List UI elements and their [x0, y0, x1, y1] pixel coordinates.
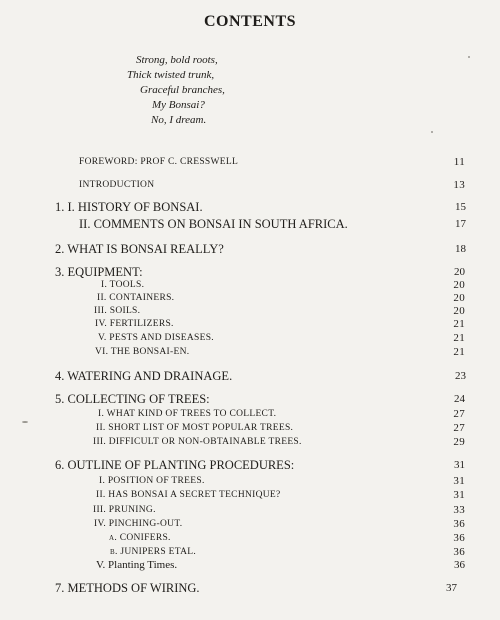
toc-page-number: 33 [453, 504, 465, 516]
toc-page-number: 15 [455, 201, 466, 213]
toc-entry-label: III. PRUNING. [93, 505, 156, 515]
toc-page-number: 31 [454, 459, 465, 471]
toc-page-number: 37 [446, 582, 457, 594]
toc-entry-label: I. TOOLS. [101, 280, 145, 290]
toc-entry [55, 241, 466, 257]
toc-entry-label: IV. PINCHING-OUT. [94, 519, 183, 529]
toc-entry-label: V. Planting Times. [96, 559, 178, 571]
toc-page-number: 21 [453, 318, 465, 330]
toc-entry [79, 154, 465, 170]
toc-entry-label: INTRODUCTION [79, 180, 155, 190]
toc-entry-label: I. POSITION OF TREES. [99, 476, 205, 486]
toc-page-number: 36 [454, 559, 465, 571]
toc-entry [79, 216, 466, 232]
poem-line: Graceful branches, [140, 84, 225, 96]
toc-entry-label: 1. I. HISTORY OF BONSAI. [55, 200, 203, 214]
toc-page-number: 20 [453, 279, 465, 291]
toc-entry-label: VI. THE BONSAI-EN. [95, 347, 190, 357]
paper-speck [431, 131, 433, 133]
toc-page-number: 36 [453, 518, 465, 530]
toc-page-number: 13 [453, 179, 465, 191]
toc-entry-label: III. SOILS. [94, 306, 141, 316]
toc-entry-label: III. DIFFICULT OR NON-OBTAINABLE TREES. [93, 437, 302, 447]
toc-page-number: 18 [455, 243, 466, 255]
toc-page-number: 36 [453, 532, 465, 544]
toc-entry [55, 199, 466, 215]
toc-page-number: 23 [455, 370, 466, 382]
toc-entry-label: 6. OUTLINE OF PLANTING PROCEDURES: [55, 458, 295, 472]
poem-line: No, I dream. [151, 114, 207, 126]
toc-page-number: 11 [453, 156, 465, 168]
toc-entry [79, 177, 465, 193]
toc-page-number: 27 [453, 422, 465, 434]
toc-page-number: 36 [453, 546, 465, 558]
toc-page-number: 24 [454, 393, 465, 405]
toc-entry [55, 580, 457, 596]
toc-entry-label: 5. COLLECTING OF TREES: [55, 392, 210, 406]
toc-entry [95, 344, 465, 360]
toc-page-number: 20 [454, 266, 465, 278]
toc-entry-label: IV. FERTILIZERS. [95, 319, 174, 329]
toc-page-number: 20 [453, 292, 465, 304]
toc-page-number: 17 [455, 218, 466, 230]
toc-entry-label: 7. METHODS OF WIRING. [55, 581, 200, 595]
toc-entry-label: II. HAS BONSAI A SECRET TECHNIQUE? [96, 490, 281, 500]
toc-entry-label: II. COMMENTS ON BONSAI IN SOUTH AFRICA. [79, 217, 348, 231]
toc-entry-label: 4. WATERING AND DRAINAGE. [55, 369, 233, 383]
toc-page-number: 31 [453, 475, 465, 487]
paper-speck [22, 421, 28, 423]
toc-entry [55, 457, 465, 473]
toc-page-number: 27 [453, 408, 465, 420]
toc-entry [96, 557, 465, 573]
poem-line: My Bonsai? [152, 99, 205, 111]
toc-entry [96, 487, 465, 503]
toc-entry-label: b. JUNIPERS ETAL. [110, 547, 197, 557]
toc-entry-label: II. SHORT LIST OF MOST POPULAR TREES. [96, 423, 294, 433]
toc-entry-label: I. WHAT KIND OF TREES TO COLLECT. [98, 409, 277, 419]
poem-line: Strong, bold roots, [136, 54, 218, 66]
toc-entry-label: a. CONIFERS. [109, 533, 171, 543]
toc-page-number: 29 [453, 436, 465, 448]
toc-page-number: 21 [453, 332, 465, 344]
toc-entry-label: 2. WHAT IS BONSAI REALLY? [55, 242, 224, 256]
toc-page-number: 31 [453, 489, 465, 501]
toc-entry-label: II. CONTAINERS. [97, 293, 175, 303]
page-title: CONTENTS [203, 13, 297, 30]
toc-page-number: 20 [453, 305, 465, 317]
toc-entry-label: 3. EQUIPMENT: [55, 265, 143, 279]
toc-entry [55, 391, 465, 407]
poem-line: Thick twisted trunk, [127, 69, 215, 81]
toc-entry [55, 368, 466, 384]
toc-entry [93, 434, 465, 450]
toc-page-number: 21 [453, 346, 465, 358]
paper-speck [468, 56, 470, 58]
toc-entry-label: V. PESTS AND DISEASES. [98, 333, 214, 343]
toc-entry-label: FOREWORD: PROF C. CRESSWELL [79, 157, 239, 167]
